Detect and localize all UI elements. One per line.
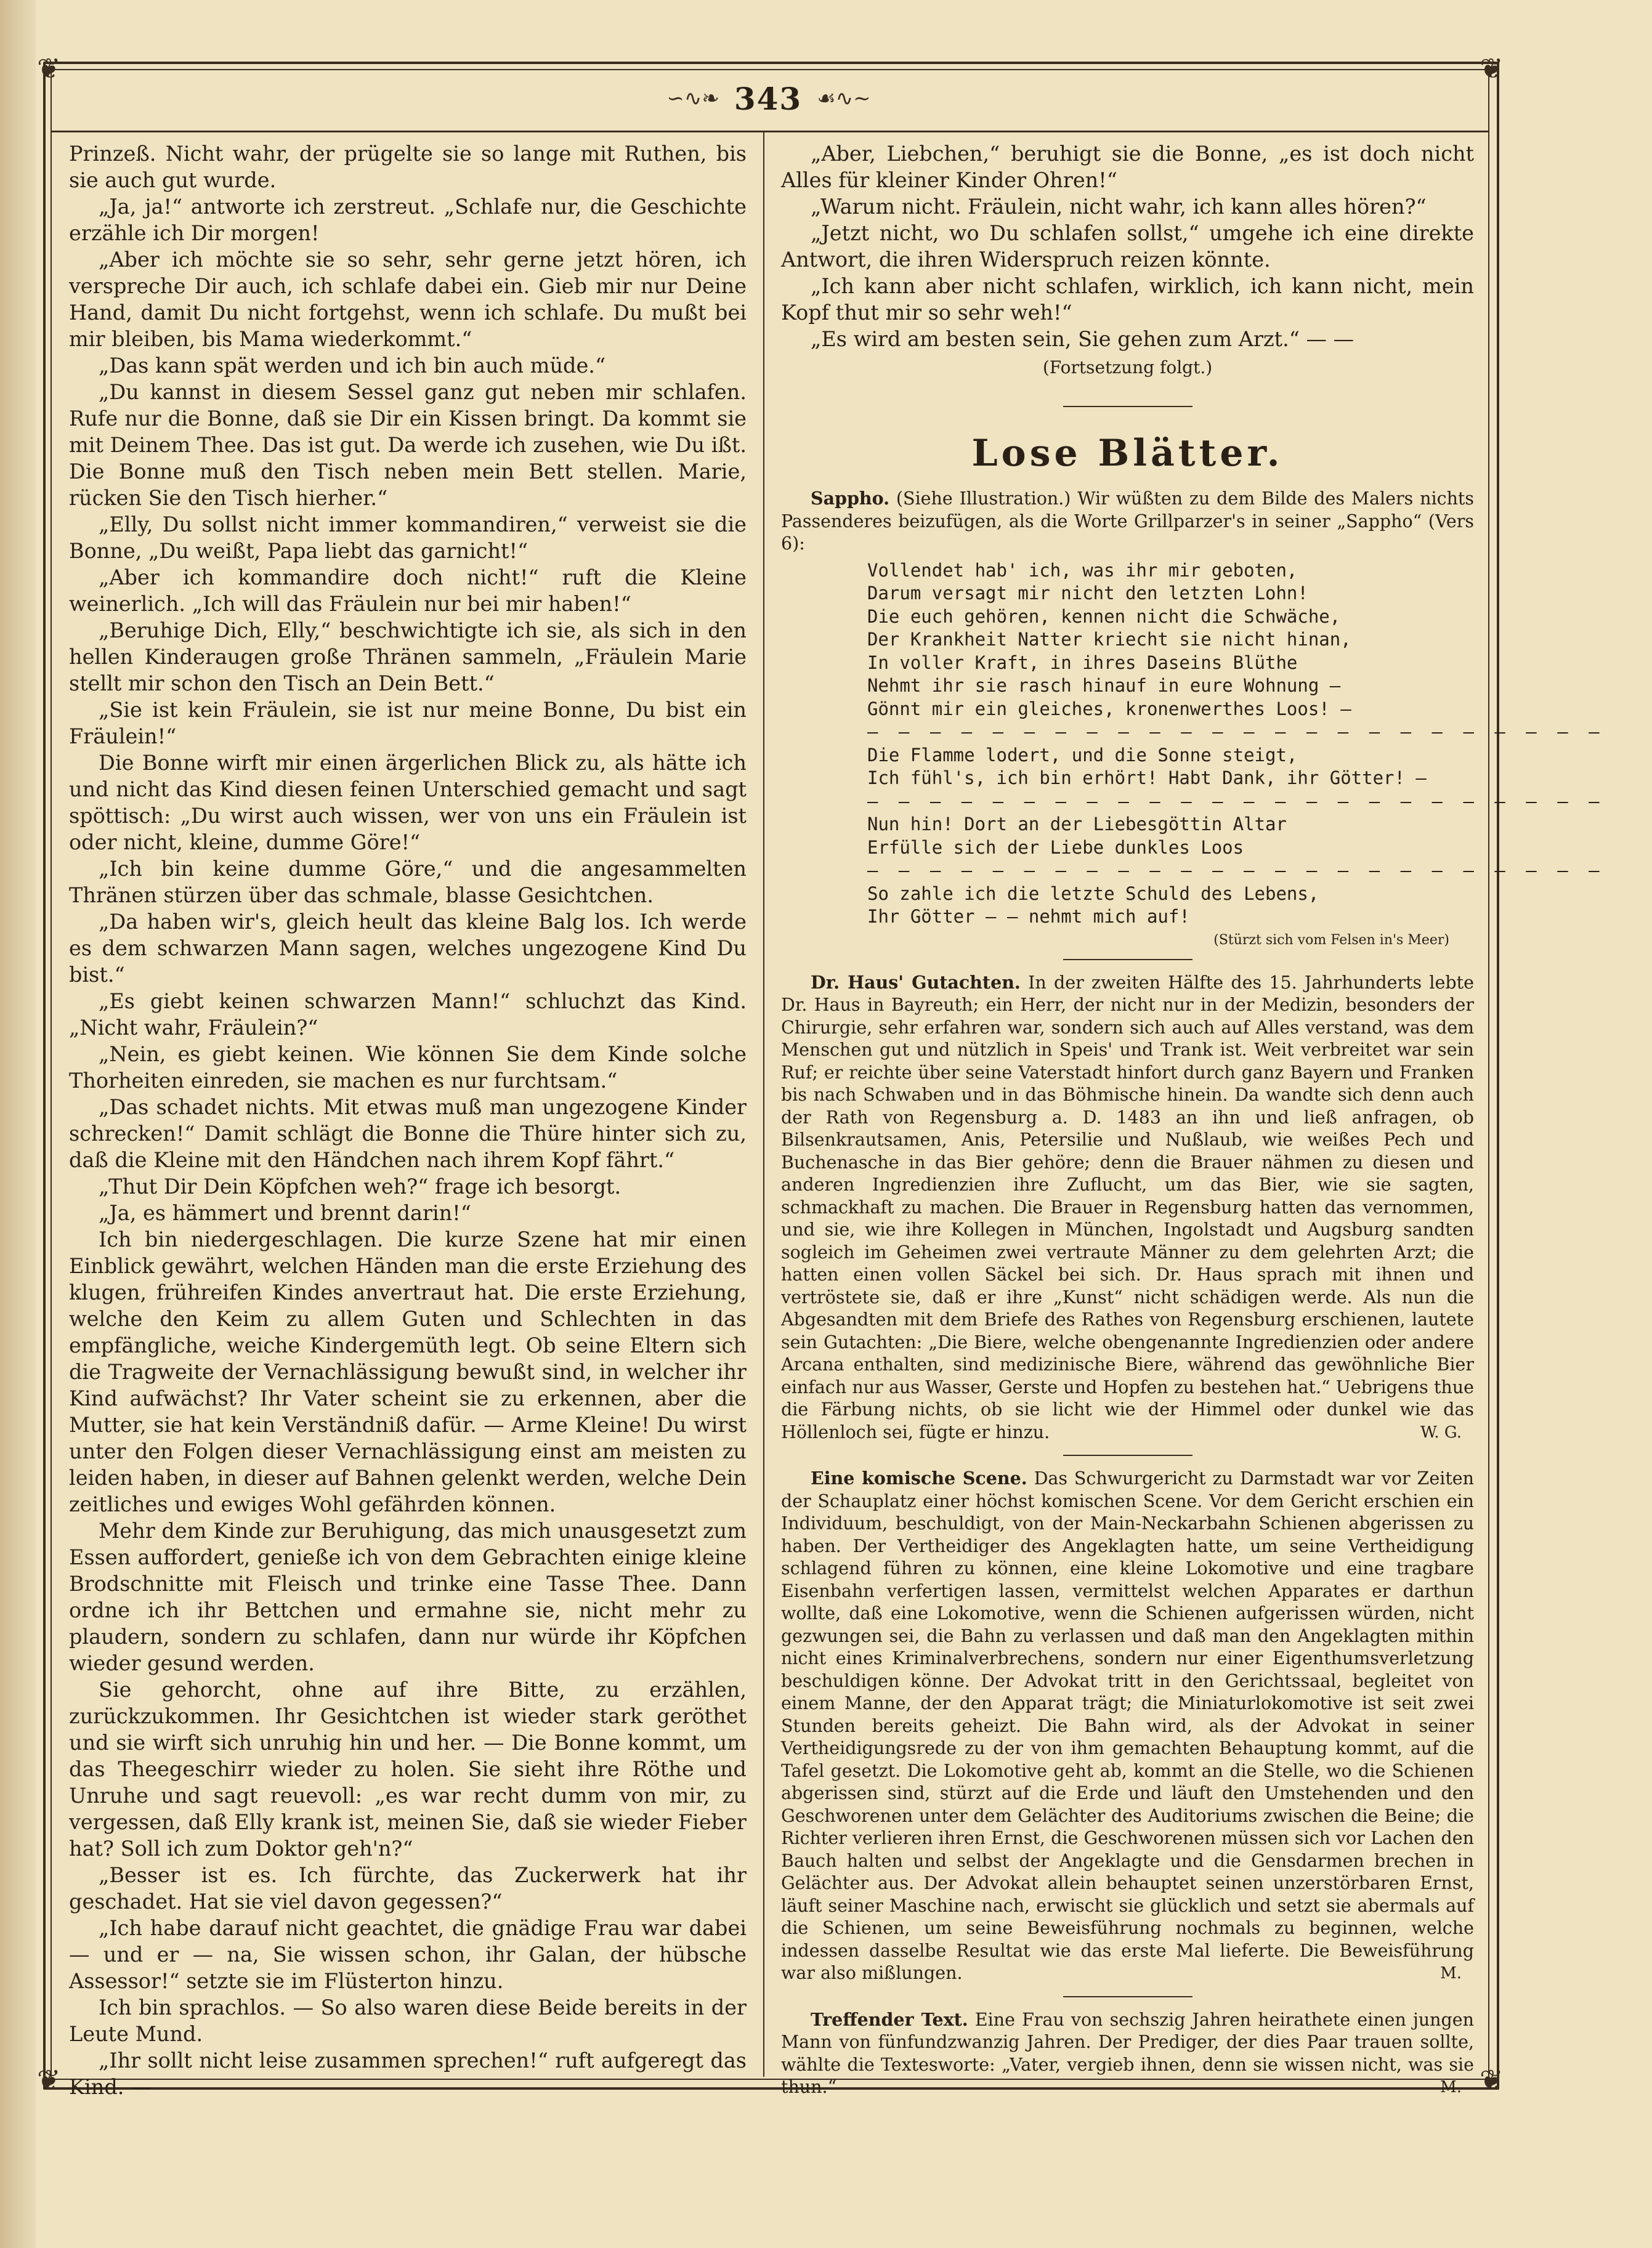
story-paragraph: „Thut Dir Dein Köpfchen weh?“ frage ich besorgt. [99,1175,622,1199]
story-paragraph: „Nein, es giebt keinen. Wie können Sie dem Kinde solche Thorheiten einreden, sie machen es nur furchtsam.“ [69,1042,747,1093]
sappho-intro: (Siehe Illustration.) Wir wüßten zu dem Bilde des Malers nichts Passenderes beizufügen, als die Worte Grillparzer's in seiner „Sappho“ (Vers 6): [781,488,1475,554]
item-divider [1063,959,1192,960]
corner-ornament-icon: ❦ [1480,2063,1504,2096]
header-rule [51,131,1489,132]
binding-gutter [0,0,36,2248]
corner-ornament-icon: ❦ [37,2063,61,2096]
verse-line: In voller Kraft, in ihres Daseins Blüthe [867,652,1298,673]
story-paragraph: „Elly, Du sollst nicht immer kommandiren,“ verweist sie die Bonne, „Du weißt, Papa liebt das garnicht!“ [69,512,747,563]
story-paragraph: „Du kannst in diesem Sessel ganz gut neben mir schlafen. Rufe nur die Bonne, daß sie Dir ein Kissen bringt. Da kommt sie mit Deinem Thee. Das ist gut. Da werde ich zusehen, wie Du ißt. Die Bonne muß den Tisch neben mein Bett stellen. Marie, rücken Sie den Tisch hierher.“ [69,380,747,510]
story-paragraph: „Ich kann aber nicht schlafen, wirklich, ich kann nicht, mein Kopf thut mir so sehr weh!“ [781,274,1474,325]
header-ornament-left-icon: ∽∿❧ [666,86,719,111]
sappho-item [781,487,1474,556]
story-paragraph: Die Bonne wirft mir einen ärgerlichen Blick zu, als hätte ich und nicht das Kind diesen feinen Unterschied gemacht und sagt spöttisch: „Du wirst auch wissen, wer von uns ein Fräulein ist oder nicht, kleine, dumme Göre!“ [69,751,747,854]
story-paragraph: „Besser ist es. Ich fürchte, das Zuckerwerk hat ihr geschadet. Hat sie viel davon gegessen?“ [69,1863,747,1914]
right-column [781,140,1605,2099]
corner-ornament-icon: ❦ [1480,52,1504,85]
left-column [69,140,747,2100]
verse-dashes: — — — — — — — — — — — — — — — — — — — — — — — — [867,860,1605,881]
haus-item [781,971,1474,1444]
verse-line: Erfülle sich der Liebe dunkles Loos [867,836,1244,858]
verse-line: Ihr Götter — — nehmt mich auf! [867,906,1190,927]
story-paragraph: „Sie ist kein Fräulein, sie ist nur meine Bonne, Du bist ein Fräulein!“ [69,698,747,748]
story-paragraph: „Es wird am besten sein, Sie gehen zum Arzt.“ — — [811,327,1354,351]
story-paragraph: „Aber ich möchte sie so sehr, sehr gerne jetzt hören, ich verspreche Dir auch, ich schlafe dabei ein. Gieb mir nur Deine Hand, damit Du nicht fortgehst, wenn ich schlafe. Du mußt bei mir bleiben, bis Mama wiederkommt.“ [69,248,747,351]
verse-dashes: — — — — — — — — — — — — — — — — — — — — — — — — [867,721,1605,742]
page-header [51,69,1487,128]
text-signature: M. [1440,2078,1462,2096]
verse-line: Die euch gehören, kennen nicht die Schwäche, [867,605,1341,627]
corner-ornament-icon: ❦ [37,52,61,85]
verse-line: Nehmt ihr sie rasch hinauf in eure Wohnung — [867,675,1341,696]
story-paragraph: „Das schadet nichts. Mit etwas muß man ungezogene Kinder schrecken!“ Damit schlägt die Bonne die Thüre hinter sich zu, daß die Kleine mit den Händchen nach ihrem Kopf fährt.“ [69,1095,747,1172]
story-paragraph: „Ja, ja!“ antworte ich zerstreut. „Schlafe nur, die Geschichte erzähle ich Dir morgen! [69,195,747,245]
story-paragraph: Ich bin sprachlos. — So also waren diese Beide bereits in der Leute Mund. [69,1995,747,2046]
haus-text: In der zweiten Hälfte des 15. Jahrhunderts lebte Dr. Haus in Bayreuth; ein Herr, der nicht nur in der Medizin, besonders der Chirurgie, sehr erfahren war, sondern sich auch auf Alles verstand, was dem Menschen gut und nützlich in Speis' und Trank ist. Weit verbreitet war sein Ruf; er reichte über seine Vaterstadt hinfort durch ganz Bayern und Franken bis nach Schwaben und in das Böhmische hinein. Da wandte sich denn auch der Rath von Regensburg a. D. 1483 an ihn und ließ anfragen, ob Bilsenkrautsamen, Anis, Petersilie und Nußlaub, wie weißes Pech und Buchenasche in das Bier gehöre; denn die Brauer nähmen zu diesen und anderen Ingredienzien ihre Zuflucht, um das Bier, wie sie sagten, schmackhaft zu machen. Die Brauer in Regensburg hatten das vernommen, und sie, wie ihre Kollegen in München, Ingolstadt und Augsburg sandten sogleich im Geheimen zwei vertraute Männer zu dem gelehrten Arzt; die hatten einen vollen Säckel bei sich. Dr. Haus sprach mit ihnen und vertröstete sie, daß er ihre „Kunst“ nicht schädigen werde. Als nun die Abgesandten mit dem Briefe des Rathes von Regensburg erschienen, lautete sein Gutachten: „Die Biere, welche obengenannte Ingredienzien oder andere Arcana enthalten, sind medizinische Biere, während das gewöhnliche Bier einfach nur aus Wasser, Gerste und Hopfen zu bestehen hat.“ Uebrigens thue die Färbung nichts, ob sie licht wie der Himmel oder dunkel wie das Höllenloch sei, fügte er hinzu. [781,972,1474,1442]
story-paragraph: Prinzeß. Nicht wahr, der prügelte sie so lange mit Ruthen, bis sie auch gut wurde. [69,142,747,192]
verse-line: Gönnt mir ein gleiches, kronenwerthes Loos! — [867,698,1351,719]
page-number: 343 [734,80,803,117]
header-ornament-right-icon: ☙∿∼ [817,86,871,111]
story-paragraph: Ich bin niedergeschlagen. Die kurze Szene hat mir einen Einblick gewährt, welchen Händen man die erste Erziehung des klugen, frühreifen Kindes anvertraut hat. Die erste Erziehung, welche den Keim zu allem Guten und Schlechten in das empfängliche, weiche Kindergemüth legt. Ob seine Eltern sich die Tragweite der Vernachlässigung bewußt sind, in welcher ihr Kind aufwächst? Ihr Vater scheint sie zu erkennen, aber die Mutter, sie hat kein Verständniß dafür. — Arme Kleine! Du wirst unter den Folgen dieser Vernachlässigung einst am meisten zu leiden haben, in dieser auf Bahnen gelenkt werden, welche Dein zeitliches und ewiges Wohl gefährden können. [69,1227,747,1516]
scene-signature: M. [1440,1964,1462,1983]
scene-heading: Eine komische Scene. [811,1468,1027,1489]
sappho-heading: Sappho. [811,488,890,509]
haus-signature: W. G. [1420,1423,1462,1442]
item-divider [1063,1455,1192,1456]
story-paragraph: „Aber, Liebchen,“ beruhigt sie die Bonne, „es ist doch nicht Alles für kleiner Kinder Ohren!“ [781,142,1474,192]
story-paragraph: „Warum nicht. Fräulein, nicht wahr, ich kann alles hören?“ [811,195,1427,219]
section-title: Lose Blätter. [971,432,1284,475]
scene-item [781,1467,1474,1985]
column-divider [763,132,764,2077]
story-paragraph: „Aber ich kommandire doch nicht!“ ruft die Kleine weinerlich. „Ich will das Fräulein nur bei mir haben!“ [69,565,747,616]
verse-line: Nun hin! Dort an der Liebesgöttin Altar [867,814,1287,835]
story-paragraph: Sie gehorcht, ohne auf ihre Bitte, zu erzählen, zurückzukommen. Ihr Gesichtchen ist wieder stark geröthet und sie wirft sich unruhig hin und her. — Die Bonne kommt, um das Theegeschirr wieder zu holen. Sie sieht ihre Röthe und Unruhe und sagt reuevoll: „es war recht dumm von mir, zu vergessen, daß Elly krank ist, meinen Sie, daß sie wieder Fieber hat? Soll ich zum Doktor geh'n?“ [69,1678,747,1861]
verse-line: Die Flamme lodert, und die Sonne steigt, [867,744,1298,766]
story-paragraph: „Ja, es hämmert und brennt darin!“ [99,1201,471,1225]
story-paragraph: „Ihr sollt nicht leise zusammen sprechen!“ ruft aufgeregt das Kind. — [69,2048,747,2099]
verse-line: So zahle ich die letzte Schuld des Lebens, [867,883,1319,904]
story-paragraph: „Beruhige Dich, Elly,“ beschwichtigte ich sie, als sich in den hellen Kinderaugen große Thränen sammeln, „Fräulein Marie stellt mir schon den Tisch an Dein Bett.“ [69,618,747,695]
item-divider [1063,1996,1192,1997]
scene-text: Das Schwurgericht zu Darmstadt war vor Zeiten der Schauplatz einer höchst komischen Scene. Vor dem Gericht erschien ein Individuum, beschuldigt, von der Main-Neckarbahn Schienen abgerissen zu haben. Der Vertheidiger des Angeklagten hatte, um seine Vertheidigung schlagend führen zu können, eine kleine Lokomotive und eine tragbare Eisenbahn verfertigen lassen, vermittelst welchen Apparates er darthun wollte, daß eine Lokomotive, wenn die Schienen aufgerissen würden, nicht gezwungen sei, die Bahn zu verlassen und daß man den Angeklagten mithin nicht eines Kriminalverbrechens, sondern nur einer Eigenthumsverletzung beschuldigen könne. Der Advokat tritt in den Gerichtssaal, begleitet von einem Manne, der den Apparat trägt; die Miniaturlokomotive ist seit zwei Stunden bereits geheizt. Die Bahn wird, als der Advokat in seiner Vertheidigungsrede zu der von ihm gemachten Behauptung kommt, auf die Tafel gesetzt. Die Lokomotive geht ab, kommt an die Stelle, wo die Schienen abgerissen sind, stürzt auf die Erde und läuft den Umstehenden und den Geschworenen unter dem Gelächter des Auditoriums zwischen die Beine; die Richter verlieren ihren Ernst, die Geschworenen müssen sich vor Lachen den Bauch halten und selbst der Angeklagte und die Gensdarmen brechen in Gelächter aus. Der Advokat allein behauptet seinen unzerstörbaren Ernst, läuft seiner Maschine nach, erwischt sie glücklich und setzt sie abermals auf die Schienen, um seine Beweisführung nochmals zu beginnen, welche indessen dasselbe Resultat wie das erste Mal lieferte. Die Beweisführung war also mißlungen. [781,1468,1475,1983]
text-heading: Treffender Text. [811,2008,968,2030]
story-paragraph: „Da haben wir's, gleich heult das kleine Balg los. Ich werde es dem schwarzen Mann sagen, welches ungezogene Kind Du bist.“ [69,910,747,987]
verse-line: Vollendet hab' ich, was ihr mir geboten, [867,559,1298,581]
verse-line: Darum versagt mir nicht den letzten Lohn! [867,583,1308,604]
story-paragraph: „Jetzt nicht, wo Du schlafen sollst,“ umgehe ich eine direkte Antwort, die ihren Widerspruch reizen könnte. [781,221,1474,272]
continuation-note: (Fortsetzung folgt.) [1042,357,1213,378]
verse-line: Der Krankheit Natter kriecht sie nicht hinan, [867,629,1351,650]
verse-dashes: — — — — — — — — — — — — — — — — — — — — — — — — [867,790,1605,812]
story-paragraph: „Es giebt keinen schwarzen Mann!“ schluchzt das Kind. „Nicht wahr, Fräulein?“ [69,989,747,1040]
text-item [781,2008,1474,2099]
sappho-verse [867,559,1605,929]
story-paragraph: Mehr dem Kinde zur Beruhigung, das mich unausgesetzt zum Essen auffordert, genieße ich von dem Gebrachten einige kleine Brodschnitte mit Fleisch und trinke eine Tasse Thee. Dann ordne ich ihr Bettchen und ermahne sie, nicht mehr zu plaudern, sondern zu schlafen, dann nur würde ihr Köpfchen wieder gesund werden. [69,1519,747,1675]
section-divider [1063,406,1192,407]
story-paragraph: „Das kann spät werden und ich bin auch müde.“ [99,354,606,378]
stage-direction: (Stürzt sich vom Felsen in's Meer) [1213,932,1449,948]
story-paragraph: „Ich habe darauf nicht geachtet, die gnädige Frau war dabei — und er — na, Sie wissen schon, ihr Galan, der hübsche Assessor!“ setzte sie im Flüsterton hinzu. [69,1916,747,1993]
story-paragraph: „Ich bin keine dumme Göre,“ und die angesammelten Thränen stürzen über das schmale, blasse Gesichtchen. [69,857,747,907]
text-body: Eine Frau von sechszig Jahren heirathete einen jungen Mann von fünfundzwanzig Jahren. Der Prediger, der dies Paar trauen sollte, wählte die Textesworte: „Vater, vergieb ihnen, denn sie wissen nicht, was sie thun.“ [781,2009,1474,2097]
verse-line: Ich fühl's, ich bin erhört! Habt Dank, ihr Götter! — [867,767,1427,788]
haus-heading: Dr. Haus' Gutachten. [811,971,1021,993]
